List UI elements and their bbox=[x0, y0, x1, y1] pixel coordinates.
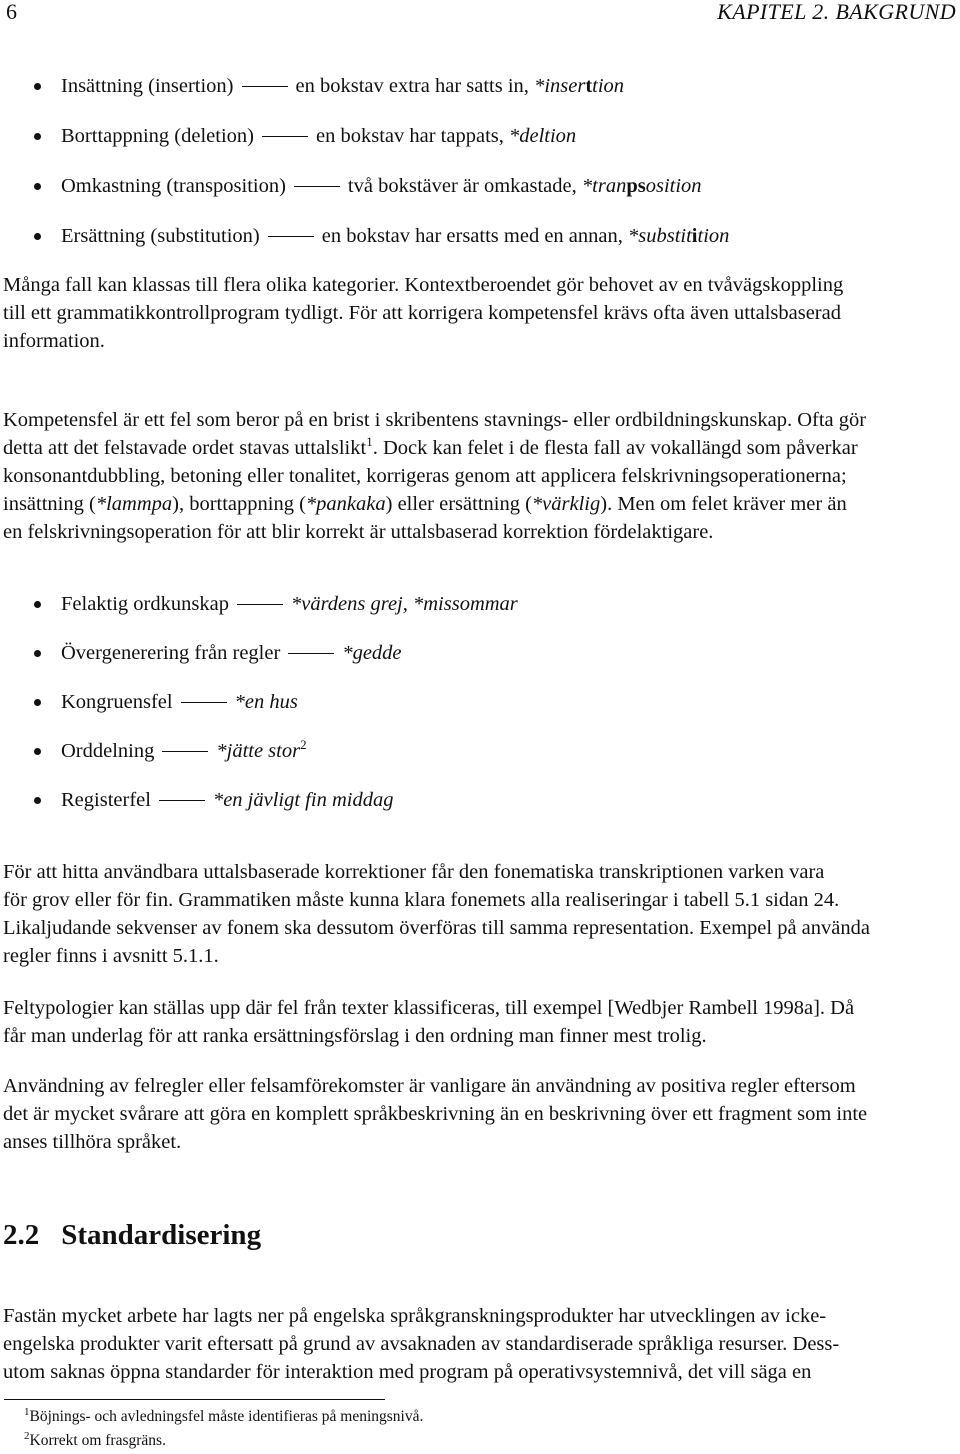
section-title: Standardisering bbox=[61, 1219, 262, 1251]
em-dash bbox=[237, 604, 283, 606]
em-dash bbox=[268, 236, 314, 238]
em-dash bbox=[181, 702, 227, 704]
list-item-label: Registerfel bbox=[61, 789, 151, 811]
bullet-icon bbox=[34, 601, 41, 608]
list-item-example: *deltion bbox=[509, 125, 577, 147]
paragraph-competence-errors: Kompetensfel är ett fel som beror på en brist i skribentens stavnings- eller ordbildningskunskap. Ofta gör detta att det felstavade ordet stavas uttalslikt$^1$. Dock kan felet i de flesta fall av vokallängd som påverkar konsonantdubbling, betoning eller tonalitet, korrigeras genom att applicera felskrivningsoperationerna; insättning (*lammpa), borttappning (*pankaka) eller ersättning (*värklig). Men om felet kräver mer än en felskrivningsoperation för att blir korrekt är uttalsbaserad korrektion fördelaktigare. bbox=[3, 409, 867, 543]
list-item bbox=[34, 639, 944, 667]
bullet-icon bbox=[34, 748, 41, 755]
bullet-icon bbox=[34, 797, 41, 804]
footnote-text: Korrekt om frasgräns. bbox=[29, 1432, 166, 1449]
bullet-icon bbox=[34, 133, 41, 140]
list-item-example: *gedde bbox=[342, 642, 402, 664]
list-item-label: Felaktig ordkunskap bbox=[61, 593, 229, 615]
list-item-desc: en bokstav har ersatts med en annan, bbox=[321, 225, 623, 247]
footnote-ref[interactable]: 1 bbox=[366, 434, 373, 449]
paragraph-error-rules: Användning av felregler eller felsamförekomster är vanligare än användning av positiva regler eftersom det är mycket svårare att göra en komplett språkbeskrivning än en beskrivning över ett fragment som inte anses tillhöra språket. bbox=[3, 1075, 868, 1153]
bullet-icon bbox=[34, 83, 41, 90]
list-item bbox=[34, 172, 944, 200]
paragraph-error-typologies: Feltypologier kan ställas upp där fel från texter klassificeras, till exempel [Wedbjer Rambell 1998a]. Då får man underlag för att ranka ersättningsförslag i den ordning man finner mest trolig. bbox=[3, 997, 855, 1047]
em-dash bbox=[294, 186, 340, 188]
list-item-example: *jätte stor bbox=[216, 740, 301, 762]
paragraph-categories: Många fall kan klassas till flera olika kategorier. Kontextberoendet gör behovet av en tvåvägskoppling till ett grammatikkontrollprogram tydligt. För att korrigera kompetensfel krävs ofta även uttalsbaserad information. bbox=[3, 274, 844, 352]
em-dash bbox=[162, 751, 208, 753]
footnote-mark: 2 bbox=[24, 1430, 30, 1442]
footnote-text: Böjnings- och avledningsfel måste identifieras på meningsnivå. bbox=[29, 1408, 424, 1425]
paragraph-phonetic-transcription: För att hitta användbara uttalsbaserade korrektioner får den fonematiska transkriptionen varken vara för grov eller för fin. Grammatiken måste kunna klara fonemets alla realiseringar i tabell 5.1 sidan 24. Likaljudande sekvenser av fonem ska dessutom överföras till samma representation. Exempel på använda regler finns i avsnitt 5.1.1. bbox=[3, 861, 870, 967]
footnote bbox=[24, 1407, 423, 1427]
em-dash bbox=[262, 136, 308, 138]
error-operation-list bbox=[34, 72, 944, 250]
footnote-mark: 1 bbox=[24, 1406, 30, 1418]
list-item bbox=[34, 590, 944, 618]
footnote-rule bbox=[4, 1399, 385, 1400]
section-number: 2.2 bbox=[3, 1219, 40, 1251]
list-item-label: Övergenerering från regler bbox=[61, 642, 281, 664]
list-item bbox=[34, 737, 944, 765]
section-heading bbox=[3, 1215, 261, 1255]
bullet-icon bbox=[34, 699, 41, 706]
list-item-desc: en bokstav har tappats, bbox=[316, 125, 504, 147]
bullet-icon bbox=[34, 650, 41, 657]
list-item bbox=[34, 786, 944, 814]
list-item-label: Orddelning bbox=[61, 740, 155, 762]
list-item-label: Borttappning (deletion) bbox=[61, 125, 254, 147]
list-item-example: *inserttion bbox=[534, 75, 625, 97]
list-item-example: *värdens grej, *missommar bbox=[290, 593, 518, 615]
list-item-example: *substitition bbox=[628, 225, 730, 247]
list-item-example: *en hus bbox=[234, 691, 298, 713]
list-item-label: Kongruensfel bbox=[61, 691, 173, 713]
list-item bbox=[34, 122, 944, 150]
list-item-label: Omkastning (transposition) bbox=[61, 175, 286, 197]
list-item-desc: två bokstäver är omkastade, bbox=[347, 175, 577, 197]
page-number: 6 bbox=[6, 0, 17, 24]
list-item-label: Insättning (insertion) bbox=[61, 75, 234, 97]
list-item-example: *tranpsosition bbox=[581, 175, 702, 197]
bullet-icon bbox=[34, 183, 41, 190]
bullet-icon bbox=[34, 233, 41, 240]
paragraph-standardization: Fastän mycket arbete har lagts ner på engelska språkgranskningsprodukter har utvecklingen av icke- engelska produkter varit eftersatt på grund av avsaknaden av standardiserade språkliga resurser. Dess- utom saknas öppna standarder för interaktion med program på operativsystemnivå, det vill säga en bbox=[3, 1305, 840, 1383]
list-item-label: Ersättning (substitution) bbox=[61, 225, 260, 247]
em-dash bbox=[159, 800, 205, 802]
list-item-example: *en jävligt fin middag bbox=[212, 789, 394, 811]
list-item bbox=[34, 72, 944, 100]
footnote-ref[interactable]: 2 bbox=[300, 737, 307, 752]
list-item bbox=[34, 222, 944, 250]
em-dash bbox=[242, 86, 288, 88]
list-item bbox=[34, 688, 944, 716]
list-item-desc: en bokstav extra har satts in, bbox=[295, 75, 529, 97]
em-dash bbox=[288, 653, 334, 655]
competence-error-list bbox=[34, 590, 944, 814]
footnote bbox=[24, 1431, 166, 1451]
chapter-heading: KAPITEL 2. BAKGRUND bbox=[717, 0, 956, 24]
